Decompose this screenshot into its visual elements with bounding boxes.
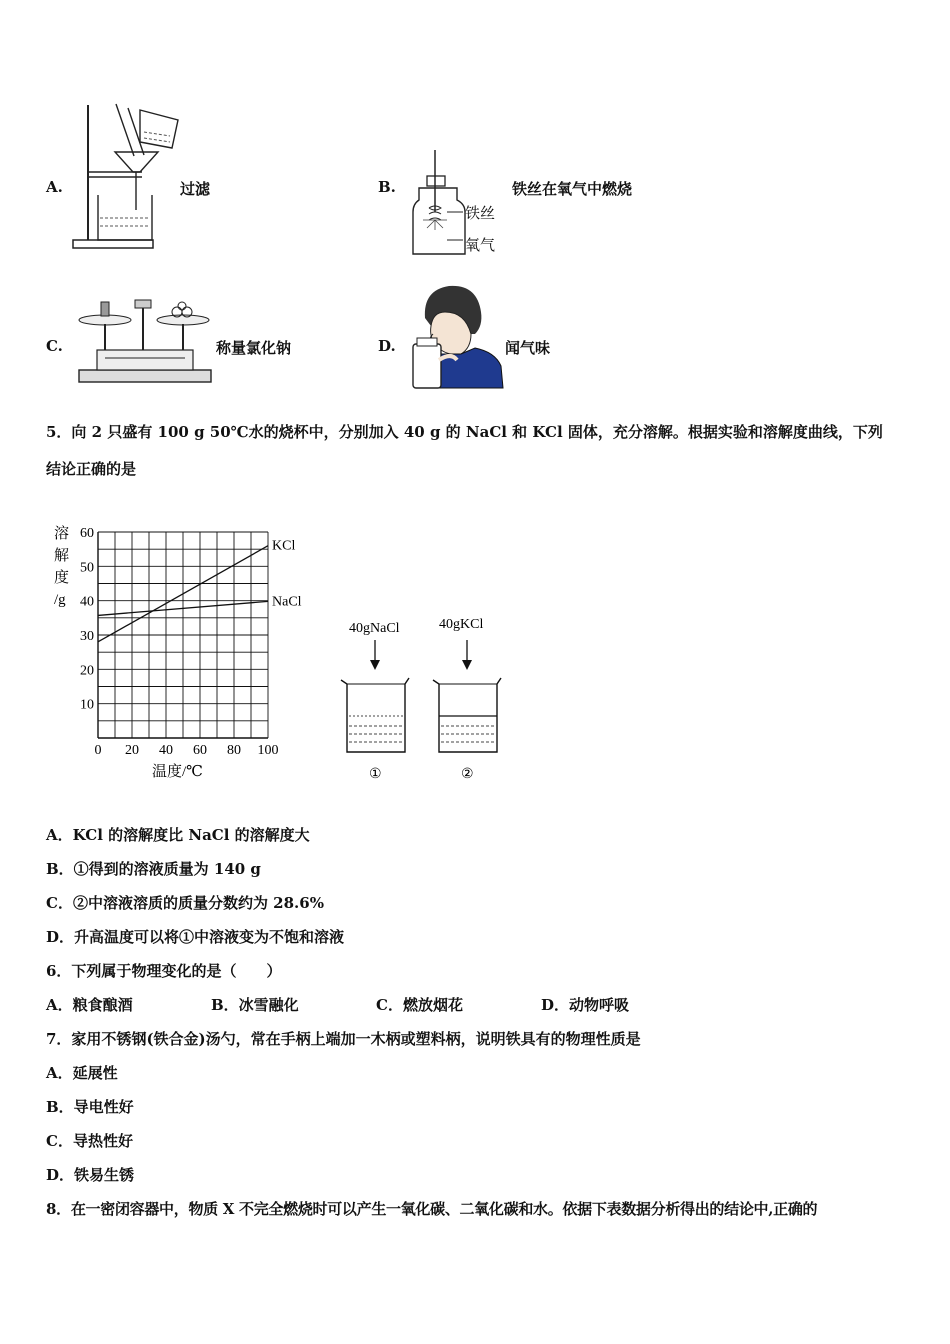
q6-stem: 6．下列属于物理变化的是（ ） <box>46 962 282 980</box>
y-tick-label: 10 <box>80 697 94 713</box>
beaker2-number: ② <box>461 767 474 782</box>
chart-ylabel-1: 溶 <box>54 526 70 542</box>
y-tick-label: 20 <box>80 663 94 679</box>
chart-ylabel-2: 解 <box>54 548 70 564</box>
series-label-kcl: KCl <box>272 538 296 554</box>
option-c-letter: C. <box>46 337 63 355</box>
option-a-caption: 过滤 <box>180 180 211 198</box>
solubility-chart <box>40 520 330 790</box>
beaker1-number: ① <box>369 767 382 782</box>
option-d-caption: 闻气味 <box>505 339 551 357</box>
q6-option-d: D．动物呼吸 <box>541 996 630 1014</box>
q7-option-c: C．导热性好 <box>46 1132 133 1150</box>
option-c-caption: 称量氯化钠 <box>216 339 292 357</box>
oxygen-label: 氧气 <box>465 236 496 254</box>
option-b-caption: 铁丝在氧气中燃烧 <box>512 180 633 198</box>
chart-grid <box>98 532 268 738</box>
y-tick-label: 40 <box>80 594 94 610</box>
q5-option-d: D．升高温度可以将①中溶液变为不饱和溶液 <box>46 928 345 946</box>
option-a-letter: A. <box>46 178 63 196</box>
x-tick-label: 80 <box>227 743 241 758</box>
q7-stem: 7．家用不锈钢(铁合金)汤勺，常在手柄上端加一木柄或塑料柄，说明铁具有的物理性质是 <box>46 1030 641 1048</box>
q5-stem-line1: 5．向 2 只盛有 100 g 50℃水的烧杯中，分别加入 40 g 的 NaCl 和 KCl 固体，充分溶解。根据实验和溶解度曲线，下列 <box>46 423 883 441</box>
option-b-letter: B. <box>378 178 396 196</box>
beaker1-label: 40gNaCl <box>349 621 400 636</box>
smelling-gas-image <box>405 282 505 390</box>
option-d-letter: D. <box>378 337 396 355</box>
q5-option-b: B．①得到的溶液质量为 140 g <box>46 860 261 878</box>
x-tick-label: 0 <box>94 743 102 758</box>
q6-option-c: C．燃放烟花 <box>376 996 463 1014</box>
chart-ylabel-4: /g <box>54 592 66 608</box>
x-tick-label: 60 <box>193 743 207 758</box>
q7-option-d: D．铁易生锈 <box>46 1166 135 1184</box>
x-tick-label: 100 <box>257 743 279 758</box>
x-tick-label: 40 <box>159 743 173 758</box>
x-tick-label: 20 <box>125 743 139 758</box>
q5-option-a: A．KCl 的溶解度比 NaCl 的溶解度大 <box>46 826 310 844</box>
balance-scale-image <box>75 294 215 386</box>
chart-ticks <box>80 526 279 758</box>
q5-option-c: C．②中溶液溶质的质量分数约为 28.6% <box>46 894 324 912</box>
series-label-nacl: NaCl <box>272 594 302 610</box>
y-tick-label: 50 <box>80 560 94 576</box>
q5-stem-line2: 结论正确的是 <box>46 460 137 478</box>
y-tick-label: 30 <box>80 629 94 644</box>
q7-option-a: A．延展性 <box>46 1064 118 1082</box>
y-tick-label: 60 <box>80 526 94 541</box>
q7-option-b: B．导电性好 <box>46 1098 134 1116</box>
beaker2-label: 40gKCl <box>439 617 484 632</box>
chart-ylabel-3: 度 <box>54 570 70 586</box>
iron-wire-label: 铁丝 <box>465 204 496 222</box>
beakers-figure <box>335 610 515 785</box>
filtration-apparatus-image <box>70 100 185 255</box>
q6-option-b: B．冰雪融化 <box>211 996 299 1014</box>
chart-xlabel: 温度/℃ <box>152 764 203 780</box>
q6-option-a: A．粮食酿酒 <box>46 996 133 1014</box>
q8-stem: 8．在一密闭容器中，物质 X 不完全燃烧时可以产生一氧化碳、二氧化碳和水。依据下表数据分析得出的结论中,正确的 <box>46 1200 818 1218</box>
